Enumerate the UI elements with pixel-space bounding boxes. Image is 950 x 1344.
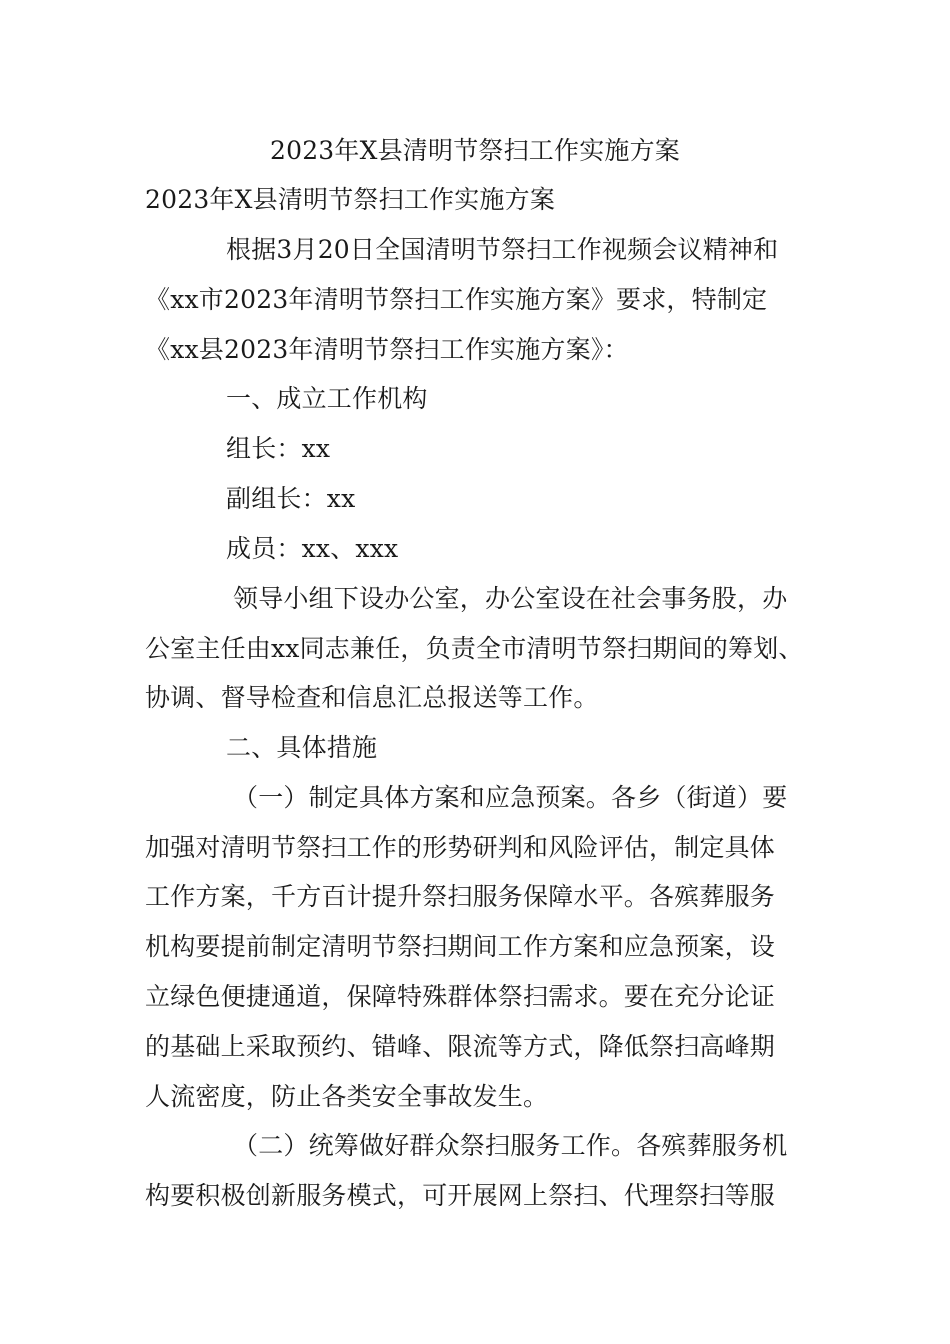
document-subtitle: 2023年X县清明节祭扫工作实施方案 <box>145 185 556 214</box>
intro-line-2: 《xx市2023年清明节祭扫工作实施方案》要求，特制定 <box>145 285 768 314</box>
intro-line-3: 《xx县2023年清明节祭扫工作实施方案》： <box>145 335 629 364</box>
office-line-3: 协调、督导检查和信息汇总报送等工作。 <box>145 683 599 712</box>
item-2-line-2: 构要积极创新服务模式，可开展网上祭扫、代理祭扫等服 <box>145 1181 776 1210</box>
intro-line-1: 根据3月20日全国清明节祭扫工作视频会议精神和 <box>226 235 779 264</box>
office-line-2: 公室主任由xx同志兼任，负责全市清明节祭扫期间的筹划、 <box>145 634 804 663</box>
office-line-1: 领导小组下设办公室，办公室设在社会事务股，办 <box>233 584 788 613</box>
section-2-heading: 二、具体措施 <box>226 733 378 762</box>
item-2-line-1: （二）统筹做好群众祭扫服务工作。各殡葬服务机 <box>233 1131 788 1160</box>
item-1-line-4: 机构要提前制定清明节祭扫期间工作方案和应急预案，设 <box>145 932 776 961</box>
item-1-line-7: 人流密度，防止各类安全事故发生。 <box>145 1082 549 1111</box>
item-1-line-1: （一）制定具体方案和应急预案。各乡（街道）要 <box>233 783 788 812</box>
item-1-line-6: 的基础上采取预约、错峰、限流等方式，降低祭扫高峰期 <box>145 1032 776 1061</box>
members-line: 成员：xx、xxx <box>226 534 399 563</box>
section-1-heading: 一、成立工作机构 <box>226 384 428 413</box>
document-title: 2023年X县清明节祭扫工作实施方案 <box>269 136 681 165</box>
item-1-line-2: 加强对清明节祭扫工作的形势研判和风险评估，制定具体 <box>145 833 776 862</box>
item-1-line-3: 工作方案，千方百计提升祭扫服务保障水平。各殡葬服务 <box>145 882 776 911</box>
deputy-leader-line: 副组长：xx <box>226 484 356 513</box>
item-1-line-5: 立绿色便捷通道，保障特殊群体祭扫需求。要在充分论证 <box>145 982 776 1011</box>
leader-line: 组长：xx <box>226 434 331 463</box>
